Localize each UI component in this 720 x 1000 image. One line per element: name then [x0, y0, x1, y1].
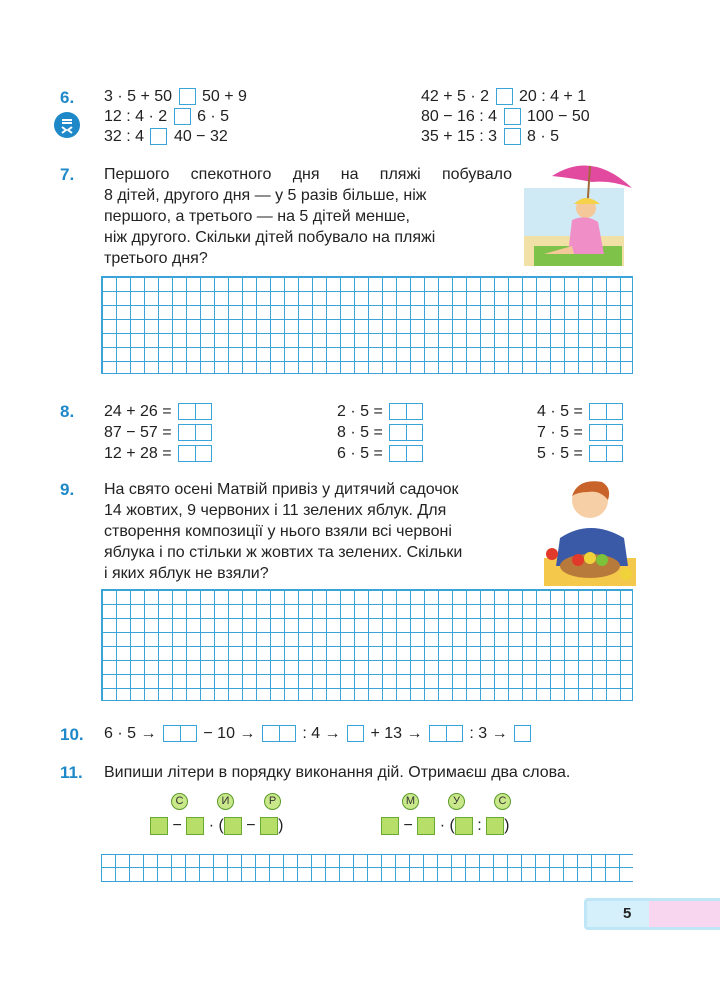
- letter-box[interactable]: [224, 817, 242, 835]
- exercise-6-number: 6.: [60, 88, 75, 107]
- exercise-10-number: 10.: [60, 725, 84, 744]
- ex8-col3-row-2: 7 · 5 =: [537, 423, 625, 443]
- ex8-col3-row-1: 4 · 5 =: [537, 402, 625, 422]
- answer-box[interactable]: [589, 424, 623, 441]
- answer-box[interactable]: [496, 88, 513, 105]
- exercise-11-number: 11.: [60, 763, 83, 782]
- ex6-right-row-1: 42 + 5 · 2 20 : 4 + 1: [421, 88, 587, 105]
- ex6-left-row-1: 3 · 5 + 50 50 + 9: [104, 88, 247, 105]
- ex6-left-row-2: 12 : 4 · 2 6 · 5: [104, 108, 230, 125]
- answer-box[interactable]: [589, 403, 623, 420]
- answer-box[interactable]: [178, 424, 212, 441]
- beach-girl-illustration: [524, 158, 636, 268]
- letter-box[interactable]: [455, 817, 473, 835]
- ex9-answer-grid[interactable]: [101, 589, 633, 701]
- answer-box[interactable]: [389, 445, 423, 462]
- ex8-col1-row-2: 87 − 57 =: [104, 423, 214, 443]
- answer-box[interactable]: [504, 128, 521, 145]
- answer-box[interactable]: [389, 403, 423, 420]
- answer-box[interactable]: [178, 403, 212, 420]
- answer-box[interactable]: [163, 725, 197, 742]
- answer-box[interactable]: [178, 445, 212, 462]
- letter-box[interactable]: [186, 817, 204, 835]
- answer-box[interactable]: [174, 108, 191, 125]
- letter-box[interactable]: [417, 817, 435, 835]
- letter-box[interactable]: [486, 817, 504, 835]
- ex11-answer-line[interactable]: [101, 854, 633, 882]
- letter-circle: И: [217, 793, 234, 810]
- ex9-problem-text: На свято осені Матвій привіз у дитячий садочок 14 жовтих, 9 червоних і 11 зелених яблук. Для створення композиції у нього взяли всі червоні яблука і по стільки ж жовтих та зелених. Скільки і яких яблук не взяли?: [104, 481, 463, 582]
- boy-with-apples-illustration: [544, 478, 636, 586]
- answer-box[interactable]: [429, 725, 463, 742]
- letter-circle: Р: [264, 793, 281, 810]
- answer-box[interactable]: [179, 88, 196, 105]
- ex7-answer-grid[interactable]: [101, 276, 633, 374]
- answer-box[interactable]: [150, 128, 167, 145]
- answer-box[interactable]: [347, 725, 364, 742]
- ex8-col2-row-3: 6 · 5 =: [337, 444, 425, 464]
- letter-circle: М: [402, 793, 419, 810]
- answer-box[interactable]: [504, 108, 521, 125]
- letter-box[interactable]: [150, 817, 168, 835]
- exercise-7-number: 7.: [60, 165, 75, 184]
- ex8-col2-row-2: 8 · 5 =: [337, 423, 425, 443]
- ex8-col2-row-1: 2 · 5 =: [337, 402, 425, 422]
- answer-box[interactable]: [589, 445, 623, 462]
- ex8-col1-row-3: 12 + 28 =: [104, 444, 214, 464]
- page-number-tab: [584, 898, 720, 930]
- page-number: 5: [623, 905, 632, 922]
- compare-icon: [54, 112, 80, 138]
- ex8-col3-row-3: 5 · 5 =: [537, 444, 625, 464]
- exercise-9-number: 9.: [60, 480, 75, 499]
- ex11-instruction: Випиши літери в порядку виконання дій. Отримаєш два слова.: [104, 764, 571, 781]
- letter-circle: С: [171, 793, 188, 810]
- letter-circle: С: [494, 793, 511, 810]
- answer-box[interactable]: [389, 424, 423, 441]
- ex11-left-expression: − · ( − ): [150, 816, 283, 836]
- answer-box[interactable]: [262, 725, 296, 742]
- ex7-problem-text: Першого спекотного дня на пляжі побувало 8 дітей, другого дня — у 5 разів більше, ніж першого, а третього — на 5 дітей менше, ніж другого. Скільки дітей побувало на пляжі третього дня?: [104, 166, 512, 267]
- ex11-right-expression: − · ( : ): [381, 816, 510, 836]
- answer-box[interactable]: [514, 725, 531, 742]
- exercise-8-number: 8.: [60, 402, 75, 421]
- ex8-col1-row-1: 24 + 26 =: [104, 402, 214, 422]
- ex6-right-row-3: 35 + 15 : 3 8 · 5: [421, 128, 559, 145]
- ex6-right-row-2: 80 − 16 : 4 100 − 50: [421, 108, 590, 125]
- letter-box[interactable]: [381, 817, 399, 835]
- letter-box[interactable]: [260, 817, 278, 835]
- ex6-left-row-3: 32 : 4 40 − 32: [104, 128, 228, 145]
- letter-circle: У: [448, 793, 465, 810]
- ex10-chain: 6 · 5 → − 10 → : 4 → + 13 → : 3 →: [104, 724, 533, 744]
